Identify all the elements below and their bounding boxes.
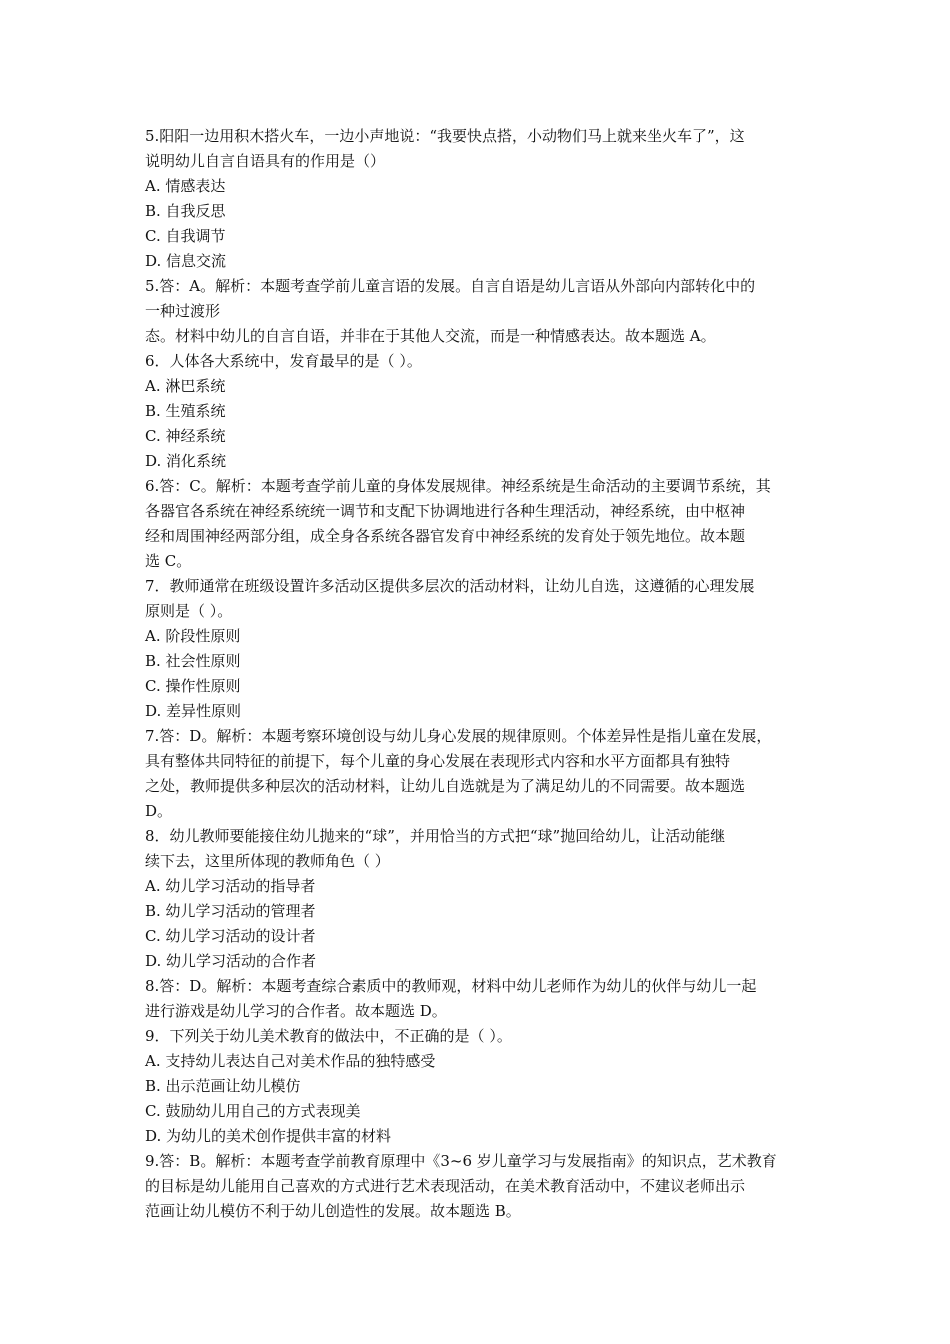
question-6-stem: 6．人体各大系统中，发育最早的是（ ）。 bbox=[145, 352, 422, 370]
question-9-option-d: D. 为幼儿的美术创作提供丰富的材料 bbox=[145, 1127, 392, 1145]
question-6-option-c: C. 神经系统 bbox=[145, 427, 226, 445]
question-9-option-c: C. 鼓励幼儿用自己的方式表现美 bbox=[145, 1102, 361, 1120]
document-body bbox=[145, 124, 813, 1224]
question-5-answer-line-3: 态。材料中幼儿的自言自语，并非在于其他人交流，而是一种情感表达。故本题选 A。 bbox=[145, 327, 716, 345]
question-7-answer-line-1: 7.答：D。解析：本题考察环境创设与幼儿身心发展的规律原则。个体差异性是指儿童在发展， bbox=[145, 727, 772, 745]
question-7-option-d: D. 差异性原则 bbox=[145, 702, 242, 720]
question-9-answer-line-1: 9.答：B。解析：本题考查学前教育原理中《3~6 岁儿童学习与发展指南》的知识点，艺术教育 bbox=[145, 1152, 777, 1170]
question-8-answer-line-2: 进行游戏是幼儿学习的合作者。故本题选 D。 bbox=[145, 1002, 447, 1020]
question-7-answer-line-2: 具有整体共同特征的前提下，每个儿童的身心发展在表现形式内容和水平方面都具有独特 bbox=[145, 752, 731, 770]
question-6-option-b: B. 生殖系统 bbox=[145, 402, 226, 420]
question-8-option-d: D. 幼儿学习活动的合作者 bbox=[145, 952, 317, 970]
question-6-answer-line-4: 选 C。 bbox=[145, 552, 192, 570]
question-5-answer-line-2: 一种过渡形 bbox=[145, 302, 221, 320]
question-7-option-a: A. 阶段性原则 bbox=[145, 627, 241, 645]
question-6-option-a: A. 淋巴系统 bbox=[145, 377, 226, 395]
question-7-option-b: B. 社会性原则 bbox=[145, 652, 241, 670]
question-5-stem-line-2: 说明幼儿自言自语具有的作用是（） bbox=[145, 152, 386, 170]
question-7-answer-line-3: 之处，教师提供多种层次的活动材料，让幼儿自选就是为了满足幼儿的不同需要。故本题选 bbox=[145, 777, 746, 795]
question-8-stem-line-1: 8．幼儿教师要能接住幼儿抛来的“球”，并用恰当的方式把“球”抛回给幼儿，让活动能继 bbox=[145, 827, 726, 845]
question-7-answer-line-4: D。 bbox=[145, 802, 173, 820]
question-5-answer-line-1: 5.答：A。解析：本题考查学前儿童言语的发展。自言自语是幼儿言语从外部向内部转化中的 bbox=[145, 277, 756, 295]
question-9-option-b: B. 出示范画让幼儿模仿 bbox=[145, 1077, 301, 1095]
question-7-option-c: C. 操作性原则 bbox=[145, 677, 241, 695]
question-9-answer-line-3: 范画让幼儿模仿不利于幼儿创造性的发展。故本题选 B。 bbox=[145, 1202, 521, 1220]
question-6-answer-line-3: 经和周围神经两部分组，成全身各系统各器官发育中神经系统的发育处于领先地位。故本题 bbox=[145, 527, 746, 545]
question-6-option-d: D. 消化系统 bbox=[145, 452, 227, 470]
question-7-stem-line-1: 7．教师通常在班级设置许多活动区提供多层次的活动材料，让幼儿自选，这遵循的心理发展 bbox=[145, 577, 755, 595]
question-8-option-c: C. 幼儿学习活动的设计者 bbox=[145, 927, 316, 945]
question-9-option-a: A. 支持幼儿表达自己对美术作品的独特感受 bbox=[145, 1052, 436, 1070]
question-5-stem-line-1: 5.阳阳一边用积木搭火车，一边小声地说：“我要快点搭，小动物们马上就来坐火车了”，这 bbox=[145, 127, 745, 145]
question-9-stem: 9．下列关于幼儿美术教育的做法中，不正确的是（ ）。 bbox=[145, 1027, 512, 1045]
question-5-option-a: A. 情感表达 bbox=[145, 177, 226, 195]
question-7-stem-line-2: 原则是（ ）。 bbox=[145, 602, 233, 620]
question-6-answer-line-2: 各器官各系统在神经系统统一调节和支配下协调地进行各种生理活动，神经系统，由中枢神 bbox=[145, 502, 746, 520]
question-5-option-c: C. 自我调节 bbox=[145, 227, 226, 245]
question-8-option-b: B. 幼儿学习活动的管理者 bbox=[145, 902, 316, 920]
question-8-answer-line-1: 8.答：D。解析：本题考查综合素质中的教师观，材料中幼儿老师作为幼儿的伙伴与幼儿一起 bbox=[145, 977, 757, 995]
question-6-answer-line-1: 6.答：C。解析：本题考查学前儿童的身体发展规律。神经系统是生命活动的主要调节系统，其 bbox=[145, 477, 771, 495]
question-9-answer-line-2: 的目标是幼儿能用自己喜欢的方式进行艺术表现活动，在美术教育活动中，不建议老师出示 bbox=[145, 1177, 746, 1195]
question-8-stem-line-2: 续下去，这里所体现的教师角色（ ） bbox=[145, 852, 390, 870]
question-5-option-b: B. 自我反思 bbox=[145, 202, 226, 220]
question-5-option-d: D. 信息交流 bbox=[145, 252, 227, 270]
question-8-option-a: A. 幼儿学习活动的指导者 bbox=[145, 877, 316, 895]
